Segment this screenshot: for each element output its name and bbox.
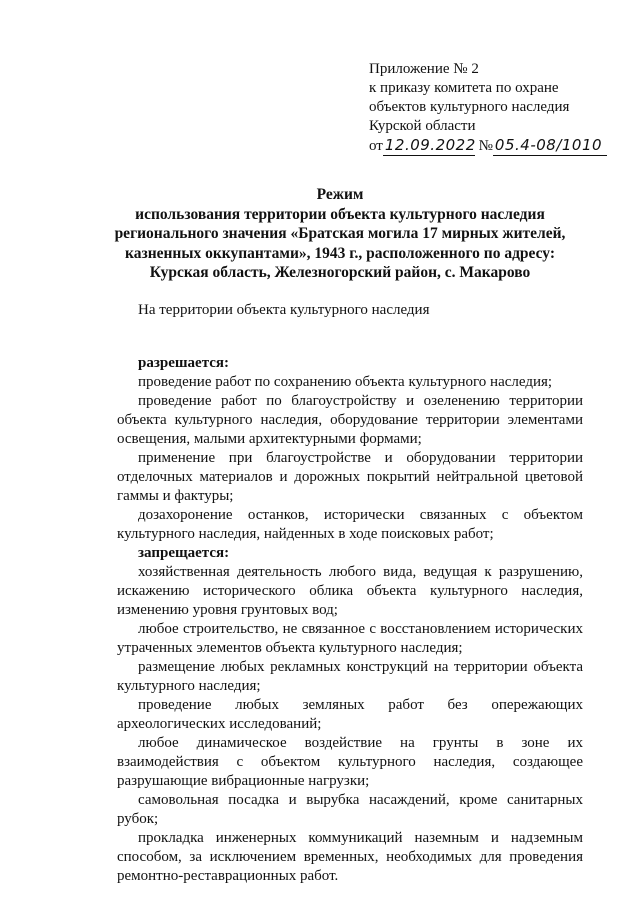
forbidden-item: любое строительство, не связанное с восстановлением исторических утраченных элементов объекта культурного наследия;	[117, 621, 583, 656]
appendix-line-2: к приказу комитета по охране	[369, 80, 559, 96]
forbidden-item: размещение любых рекламных конструкций на территории объекта культурного наследия;	[117, 659, 583, 694]
allowed-item: применение при благоустройстве и оборудовании территории отделочных материалов и дорожных покрытий нейтральной цветовой гаммы и фактуры;	[117, 450, 583, 504]
allowed-item: дозахоронение останков, исторически связанных с объектом культурного наследия, найденных в ходе поисковых работ;	[117, 507, 583, 542]
from-label: от	[369, 138, 383, 154]
allowed-item: проведение работ по благоустройству и озеленению территории объекта культурного наследия, оборудование территории элементами освещения, малыми архитектурными формами;	[117, 393, 583, 447]
forbidden-item: проведение любых земляных работ без опережающих археологических исследований;	[117, 697, 583, 732]
allowed-item: проведение работ по сохранению объекта культурного наследия;	[138, 374, 553, 390]
forbidden-heading: запрещается:	[138, 545, 230, 561]
order-date: 12.09.2022	[384, 136, 476, 154]
title-line-5: Курская область, Железногорский район, с. Макарово	[149, 264, 531, 281]
appendix-line-4: Курской области	[369, 118, 476, 134]
title-line-1: Режим	[316, 186, 364, 203]
allowed-heading: разрешается:	[138, 355, 230, 371]
intro-text: На территории объекта культурного наследия	[138, 302, 430, 318]
appendix-line-3: объектов культурного наследия	[369, 99, 570, 115]
order-number: 05.4-08/1010	[493, 136, 607, 156]
title-line-3: регионального значения «Братская могила 17 мирных жителей,	[114, 225, 566, 242]
document-body	[117, 301, 583, 886]
number-label: №	[478, 138, 493, 154]
title-line-4: казненных оккупантами», 1943 г., расположенного по адресу:	[125, 244, 555, 262]
appendix-header	[369, 60, 619, 156]
forbidden-item: прокладка инженерных коммуникаций наземным и надземным способом, за исключением временных, необходимых для проведения ремонтно-реставрационных работ.	[117, 830, 583, 884]
appendix-line-1: Приложение № 2	[369, 61, 479, 77]
forbidden-item: хозяйственная деятельность любого вида, ведущая к разрушению, искажению исторического облика объекта культурного наследия, изменению уровня грунтовых вод;	[117, 564, 583, 618]
document-title	[100, 185, 580, 283]
forbidden-item: любое динамическое воздействие на грунты в зоне их взаимодействия с объектом культурного наследия, создающее разрушающие вибрационные нагрузки;	[117, 735, 583, 789]
title-line-2: использования территории объекта культурного наследия	[135, 205, 545, 223]
appendix-date-number-line	[369, 136, 619, 156]
forbidden-item: самовольная посадка и вырубка насаждений, кроме санитарных рубок;	[117, 792, 583, 827]
